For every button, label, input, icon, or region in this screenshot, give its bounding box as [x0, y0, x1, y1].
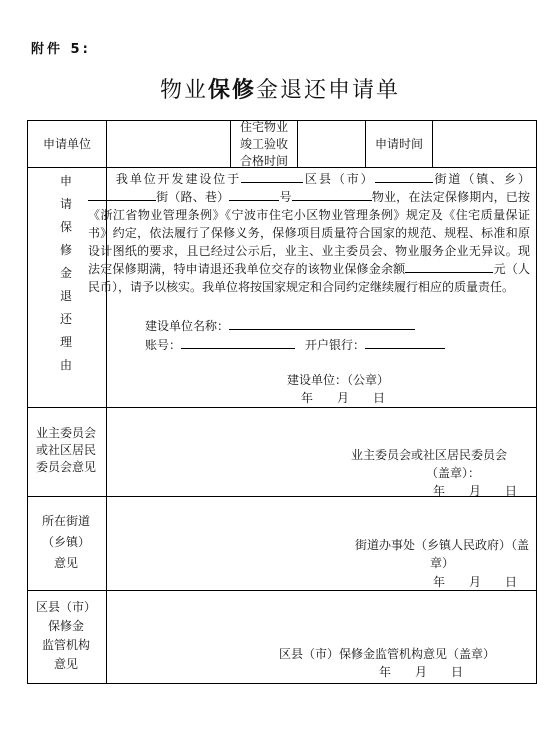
- street-office-date: 年 月 日: [433, 575, 518, 589]
- construction-unit-name-line: 建设单位名称：: [145, 317, 415, 334]
- district-blank[interactable]: [241, 170, 303, 183]
- attachment-number: 附件 5:: [31, 42, 91, 57]
- construction-unit-date: 年 月 日: [301, 391, 386, 405]
- reason-char: 申: [59, 174, 72, 188]
- reason-char: 修: [59, 243, 72, 257]
- district-supervisor-label: 区县（市） 保修金 监管机构 意见: [35, 599, 96, 671]
- applicant-label: 申请单位: [42, 136, 91, 151]
- apply-time-label: 申请时间: [374, 136, 423, 151]
- district-supervisor-sign: 区县（市）保修金监管机构意见（盖章）: [279, 647, 496, 661]
- acceptance-time-field[interactable]: [298, 121, 365, 167]
- apply-time-field[interactable]: [433, 121, 537, 167]
- street-office-sign: 街道办事处（乡镇人民政府）（盖: [355, 538, 530, 552]
- street-office-seal: 章）: [430, 556, 455, 570]
- number-blank[interactable]: [229, 188, 279, 201]
- construction-unit-seal: 建设单位：（公章）: [287, 373, 390, 387]
- owners-committee-label: 业主委员会或社区居民委员会意见: [35, 426, 96, 474]
- form-title: 物业保修金退还申请单: [159, 78, 401, 103]
- reason-statement: 我单位开发建设位于 区县（市） 街道（镇、乡）街（路、巷） 号 物业，在法定保修期内，已按《浙江省物业管理条例》《宁波市住宅小区物业管理条例》规定及《住宅质量保证书》约定，依法履行了保修义务，保修项目质量符合国家的规范、规程、标准和原设计图纸的要求，且已经过公示后，业主、业主委员会、物业服务企业无异议。现法定保修期满，特申请退还我单位交存的该物业保修金余额 元（人民币），请予以核实。我单位将按国家规定和合同约定继续履行相应的质量责任。: [88, 172, 530, 294]
- account-field[interactable]: [181, 336, 295, 349]
- owners-committee-seal: （盖章）：: [426, 466, 481, 480]
- owners-committee-date: 年 月 日: [433, 484, 518, 498]
- amount-blank[interactable]: [405, 260, 493, 273]
- owners-committee-sign: 业主委员会或社区居民委员会: [351, 448, 508, 462]
- construction-unit-name-field[interactable]: [229, 317, 415, 330]
- street-label: 所在街道 （乡镇） 意见: [41, 513, 90, 570]
- reason-char: 还: [59, 312, 72, 326]
- reason-char: 理: [59, 335, 72, 349]
- street-blank[interactable]: [375, 170, 433, 183]
- property-blank[interactable]: [292, 188, 372, 201]
- district-supervisor-date: 年 月 日: [379, 665, 464, 679]
- reason-char: 退: [59, 289, 72, 303]
- reason-char: 金: [59, 266, 72, 280]
- acceptance-time-label: 住宅物业 竣工验收 合格时间: [239, 119, 288, 168]
- bank-field[interactable]: [365, 336, 445, 349]
- reason-char: 请: [59, 197, 72, 211]
- reason-char: 保: [59, 220, 72, 234]
- applicant-field[interactable]: [107, 121, 230, 167]
- reason-char: 由: [59, 358, 72, 372]
- account-line: 账号： 开户银行：: [145, 336, 445, 353]
